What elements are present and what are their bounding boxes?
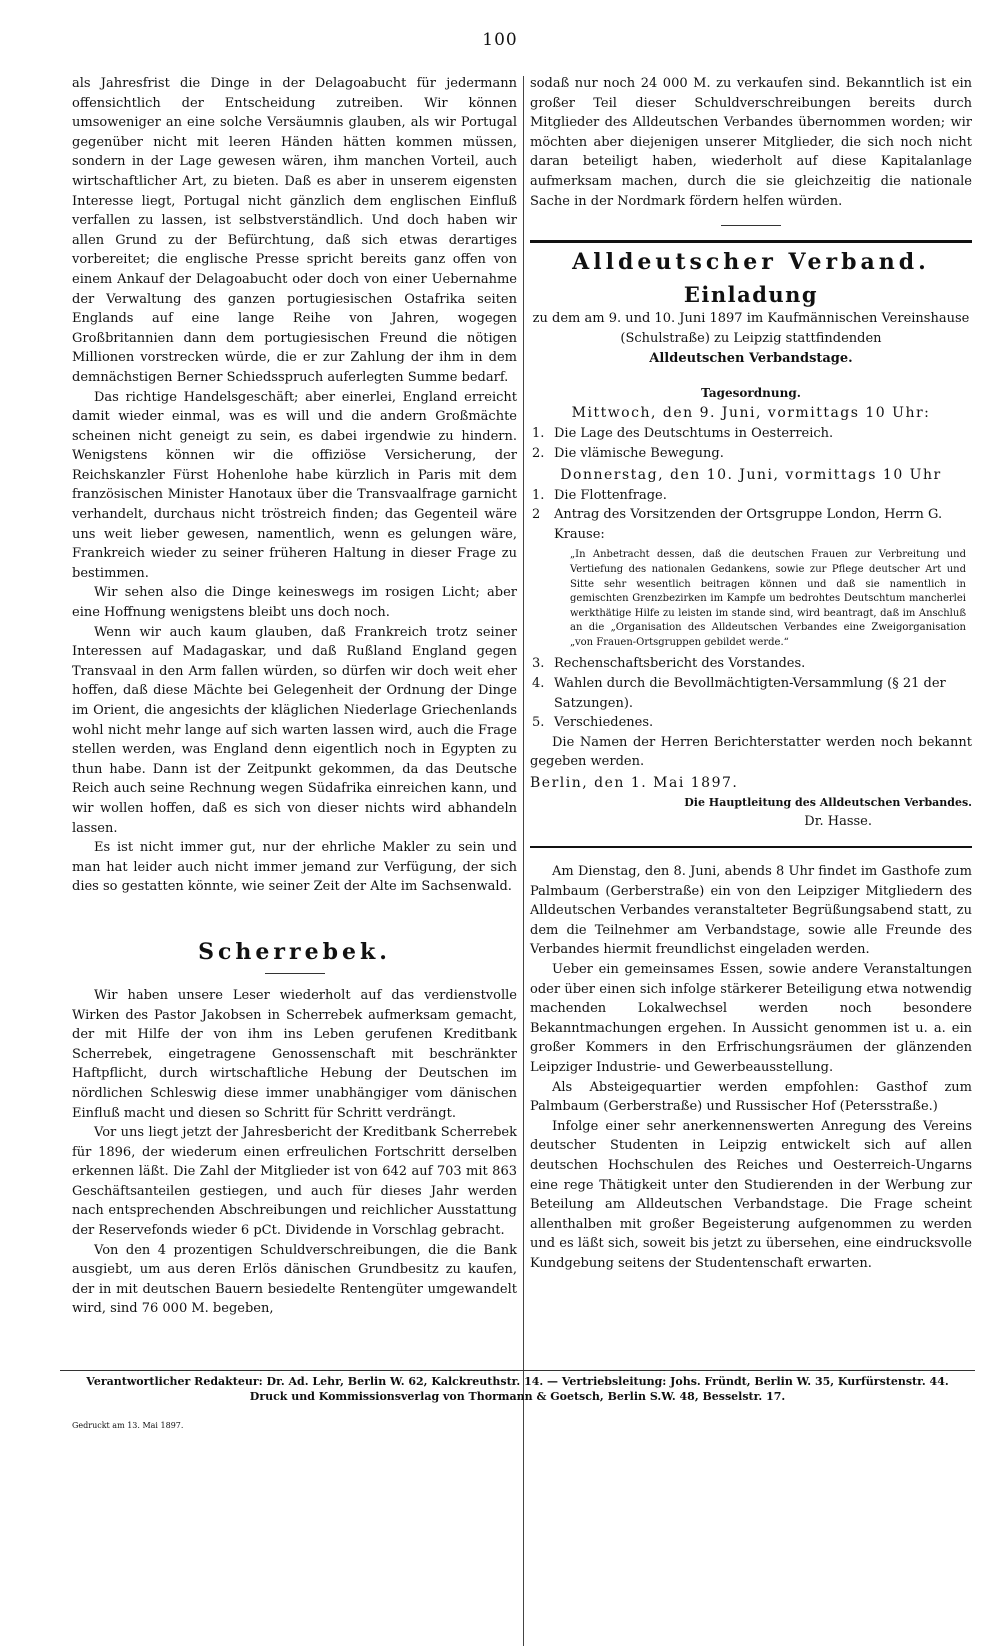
column-divider [523, 76, 524, 1646]
agenda-title: Tagesordnung. [701, 386, 801, 401]
print-date: Gedruckt am 13. Mai 1897. [72, 1421, 184, 1430]
article-paragraph: Von den 4 prozentigen Schuldverschreibungen, die die Bank ausgiebt, um aus deren Erlös dänischen Grundbesitz zu kaufen, der in mit deutschen Bauern besiedelte Rentengüter umgewandelt wird, sind 76 000 M. begeben, [72, 1242, 517, 1317]
imprint-line-publisher: Druck und Kommissionsverlag von Thormann & Goetsch, Berlin S.W. 48, Besselstr. 17. [249, 1390, 786, 1403]
signature-organization: Die Hauptleitung des Alldeutschen Verbandes. [684, 796, 972, 810]
right-column [530, 74, 972, 1274]
article-paragraph: Vor uns liegt jetzt der Jahresbericht der Kreditbank Scherrebek für 1896, der wiederum einen erfreulichen Fortschritt derselben erkennen läßt. Die Zahl der Mitglieder ist von 642 auf 703 mit 863 Geschäftsanteilen gestiegen, und auch für dieses Jahr werden nach entsprechenden Abschreibungen und reichlicher Ausstattung der Reservefonds wieder 6 pCt. Dividende in Vorschlag gebracht. [72, 1125, 517, 1239]
footer-rule [60, 1370, 975, 1371]
section-title-scherrebek: Scherrebek. [198, 938, 391, 965]
agenda-item: 5. Verschiedenes. [532, 715, 654, 731]
article-paragraph: Infolge einer sehr anerkennenswerten Anregung des Vereins deutscher Studenten in Leipzig entwickelt sich auf allen deutschen Hochschulen des Reiches und Oesterreich-Ungarns eine rege Thätigkeit unter den Studierenden in der Werbung zur Beteilung am Alldeutschen Verbandstage. Die Frage scheint allenthalben mit großer Begeisterung aufgenommen zu werden und es läßt sich, soweit bis jetzt zu übersehen, eine eindrucksvolle Kundgebung seitens der Studentenschaft erwarten. [530, 1118, 972, 1271]
article-paragraph: Als Absteigequartier werden empfohlen: Gasthof zum Palmbaum (Gerberstraße) und Russischer Hof (Petersstraße.) [530, 1079, 972, 1115]
invitation-event: Alldeutschen Verbandstage. [649, 351, 853, 367]
section-title-alldeutscher-verband: Alldeutscher Verband. [572, 249, 930, 276]
agenda-day-1: Mittwoch, den 9. Juni, vormittags 10 Uhr: [571, 405, 931, 422]
imprint-line-editor: Verantwortlicher Redakteur: Dr. Ad. Lehr, Berlin W. 62, Kalckreuthstr. 14. — Vertriebsleitung: Johs. Fründt, Berlin W. 35, Kurfürstenstr. 44. [86, 1375, 949, 1388]
article-paragraph: als Jahresfrist die Dinge in der Delagoabucht für jedermann offensichtlich der Entscheidung zutreiben. Wir können umsoweniger an eine solche Versäumnis glauben, als wir Portugal gegenüber nicht mit leeren Händen hätten kommen müssen, sondern in der Lage gewesen wären, ihm manchen Vorteil, auch wirtschaftlicher Art, zu bieten. Daß es aber in unserem eigensten Interesse liegt, Portugal nicht gänzlich dem englischen Einfluß verfallen zu lassen, ist selbstverständlich. Und doch haben wir allen Grund zu der Befürchtung, daß sich etwas derartiges vorbereitet; die englische Presse spricht bereits ganz offen von einem Ankauf der Delagoabucht oder doch von einer Uebernahme der Verwaltung des ganzen portugiesischen Ostafrika seiten Englands auf eine lange Reihe von Jahren, wogegen Großbritannien dann dem portugiesischen Freund die nötigen Millionen vorstrecken würde, die er zur Zahlung der ihm in dem demnächstigen Berner Schiedsspruch auferlegten Summe bedarf. [72, 76, 517, 385]
imprint-footer [60, 1374, 975, 1404]
agenda-item: 2 Antrag des Vorsitzenden der Ortsgruppe London, Herrn G. Krause: [532, 507, 943, 542]
article-paragraph: Es ist nicht immer gut, nur der ehrliche Makler zu sein und man hat leider auch nicht immer jemand zur Verfügung, der sich dies so gestatten könnte, wie seiner Zeit der Alte im Sachsenwald. [72, 840, 517, 895]
signature-name: Dr. Hasse. [804, 814, 872, 830]
invitation-text: zu dem am 9. und 10. Juni 1897 im Kaufmännischen Vereinshause (Schulstraße) zu Leipzig stattfindenden [532, 311, 970, 346]
motion-quote: „In Anbetracht dessen, daß die deutschen Frauen zur Verbreitung und Vertiefung des nationalen Gedankens, sowie zur Pflege deutscher Art und Sitte sehr wesentlich beitragen können und daß sie namentlich in gemischten Grenzbezirken im Kampfe um bedrohtes Deutschtum mancherlei werkthätige Hilfe zu leisten im stande sind, wird beantragt, daß im Anschluß an die „Organisation des Alldeutschen Verbandes eine Zweigorganisation „von Frauen-Ortsgruppen gebildet werde.“ [570, 549, 966, 648]
agenda-list-day-1 [530, 424, 972, 463]
agenda-item: 4. Wahlen durch die Bevollmächtigten-Versammlung (§ 21 der Satzungen). [532, 676, 946, 711]
article-paragraph: Das richtige Handelsgeschäft; aber einerlei, England erreicht damit wieder einmal, was es will und die andern Großmächte scheinen nicht geneigt zu sein, es dabei irgendwie zu hindern. Wenigstens können wir die offiziöse Versicherung, der Reichskanzler Fürst Hohenlohe habe kürzlich in Paris mit dem französischen Minister Hanotaux über die Transvaalfrage garnicht verhandelt, durchaus nicht tröstreich finden; das Gegenteil wäre uns weit lieber gewesen, namentlich, wenn es gelungen wäre, Frankreich wieder zu seiner früheren Haltung in dieser Frage zu bestimmen. [72, 389, 517, 581]
article-paragraph: sodaß nur noch 24 000 M. zu verkaufen sind. Bekanntlich ist ein großer Teil dieser Schuldverschreibungen bereits durch Mitglieder des Alldeutschen Verbandes übernommen worden; wir möchten aber diejenigen unserer Mitglieder, die sich noch nicht daran beteiligt haben, wiederholt auf diese Kapitalanlage aufmerksam machen, durch die sie gleichzeitig die nationale Sache in der Nordmark fördern helfen würden. [530, 76, 972, 209]
agenda-list-day-2-continued [530, 654, 972, 732]
agenda-item: 1. Die Lage des Deutschtums in Oesterreich. [532, 426, 834, 442]
article-paragraph: Wenn wir auch kaum glauben, daß Frankreich trotz seiner Interessen auf Madagaskar, und daß Rußland England gegen Transvaal in den Arm fallen würden, so dürfen wir doch weit eher hoffen, daß diese Mächte bei Gelegenheit der Ordnung der Dinge im Orient, die angesichts der kläglichen Niederlage Griechenlands wohl nicht mehr lange auf sich warten lassen wird, auch die Frage stellen werden, was England denn eigentlich noch in Egypten zu thun habe. Dann ist der Zeitpunkt gekommen, da das Deutsche Reich auch seine Rechnung wegen Südafrika einreichen kann, und wir wollen hoffen, daß es sich von dieser nichts wird abhandeln lassen. [72, 624, 517, 836]
article-paragraph: Ueber ein gemeinsames Essen, sowie andere Veranstaltungen oder über einen sich infolge stärkerer Beteiligung etwa notwendig machenden Lokalwechsel werden noch besondere Bekanntmachungen ergehen. In Aussicht genommen ist u. a. ein großer Kommers in den Erfrischungsräumen der glänzenden Leipziger Industrie- und Gewerbeausstellung. [530, 962, 972, 1075]
agenda-item: 1. Die Flottenfrage. [532, 487, 667, 503]
agenda-item: 2. Die vlämische Bewegung. [532, 445, 724, 461]
invitation-heading: Einladung [683, 282, 819, 308]
left-column [72, 74, 517, 1319]
article-paragraph: Wir sehen also die Dinge keineswegs im rosigen Licht; aber eine Hoffnung wenigstens bleibt uns doch noch. [72, 585, 517, 621]
article-paragraph: Wir haben unsere Leser wiederholt auf das verdienstvolle Wirken des Pastor Jakobsen in Scherrebek aufmerksam gemacht, der mit Hilfe der von ihm ins Leben gerufenen Kreditbank Scherrebek, eingetragene Genossenschaft mit beschränkter Haftpflicht, durch wirtschaftliche Hebung der Deutschen im nördlichen Schleswig diese immer unabhängiger vom dänischen Einfluß macht und diesen so Schritt für Schritt verdrängt. [72, 987, 517, 1121]
date-line: Berlin, den 1. Mai 1897. [530, 775, 739, 792]
agenda-day-2: Donnerstag, den 10. Juni, vormittags 10 Uhr [560, 466, 942, 483]
page-number: 100 [482, 30, 518, 50]
article-paragraph: Am Dienstag, den 8. Juni, abends 8 Uhr findet im Gasthofe zum Palmbaum (Gerberstraße) ein von den Leipziger Mitgliedern des Alldeutschen Verbandes veranstalteter Begrüßungsabend statt, zu dem die Teilnehmer am Verbandstage, sowie alle Freunde des Verbandes hiermit freundlichst eingeladen werden. [530, 864, 972, 958]
agenda-item: 3. Rechenschaftsbericht des Vorstandes. [532, 656, 806, 672]
agenda-list-day-2 [530, 486, 972, 545]
speakers-note: Die Namen der Herren Berichterstatter werden noch bekannt gegeben werden. [530, 734, 972, 770]
